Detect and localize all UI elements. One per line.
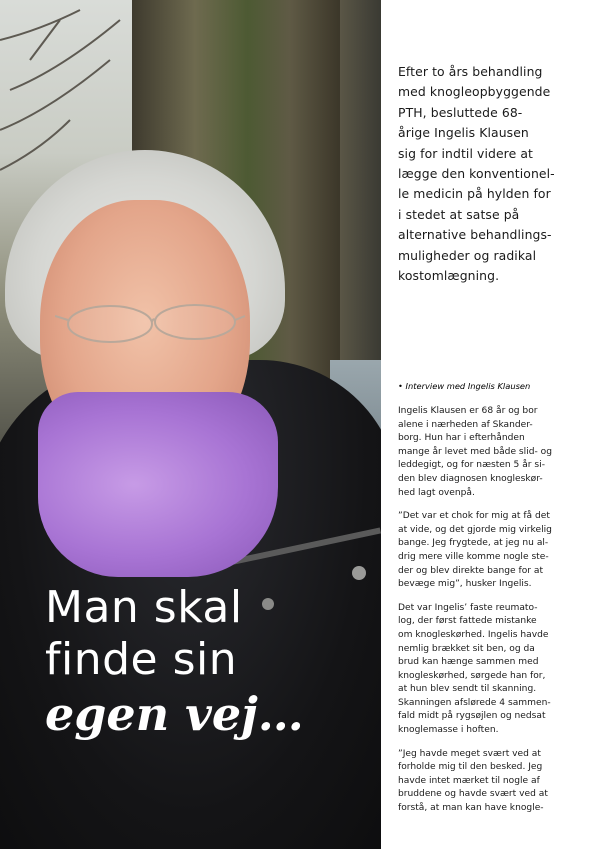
headline-line-3: egen vej… [45,687,304,741]
lead-line: muligheder og radikal [398,247,537,263]
lead-line: lægge den konventionel- [398,166,555,182]
body-line: drig mere ville komme nogle ste- [398,551,549,562]
body-line: alene i nærheden af Skander- [398,419,533,430]
headline [45,582,375,742]
paragraph [398,602,560,738]
purple-scarf [38,392,278,577]
lead-line: le medicin på hylden for [398,186,551,202]
body-line: log, der først fattede mistanke [398,616,537,627]
lead-line: årige Ingelis Klausen [398,125,529,141]
body-line: hed lagt ovenpå. [398,487,475,498]
body-line: bange. Jeg frygtede, at jeg nu al- [398,538,549,549]
glasses [55,298,245,348]
coat-button [352,566,366,580]
body-line: knogleskørhed, sørgede han for, [398,670,546,681]
body-line: mange år levet med både slid- og [398,446,552,457]
paragraph [398,510,560,592]
body-line: bruddene og havde svært ved at [398,789,548,800]
headline-line-1: Man skal [45,582,243,633]
lead-line: Efter to års behandling [398,64,543,79]
lead-line: kostomlægning. [398,268,500,284]
body-line: forholde mig til den besked. Jeg [398,762,543,773]
body-line: der og blev direkte bange for at [398,565,544,576]
body-line: fald midt på rygsøjlen og nedsat [398,711,546,722]
body-line: at hun blev sendt til skanning. [398,684,537,695]
body-line: knoglemasse i hoften. [398,725,499,736]
body-line: ”Jeg havde meget svært ved at [398,748,541,759]
body-line: ”Det var et chok for mig at få det [398,511,550,522]
body-line: at vide, og det gjorde mig virkelig [398,524,552,535]
body-line: den blev diagnosen knogleskør- [398,473,543,484]
paragraph [398,748,560,816]
body-line: borg. Hun har i efterhånden [398,433,525,444]
body-line: forstå, at man kan have knogle- [398,803,544,814]
lead-line: med knogleopbyggende [398,84,551,100]
body-line: om knogleskørhed. Ingelis havde [398,629,549,640]
background-tree [340,0,381,380]
lead-column [398,62,558,286]
article-body [398,405,560,826]
body-line: brud kan hænge sammen med [398,657,539,668]
headline-line-2: finde sin [45,634,238,685]
body-line: Skanningen afslørede 4 sammen- [398,697,551,708]
body-line: Det var Ingelis’ faste reumato- [398,602,538,613]
lead-text [398,62,558,286]
lead-line: alternative behandlings- [398,227,552,243]
body-line: leddegigt, og for næsten 5 år si- [398,460,545,471]
body-line: havde intet mærket til nogle af [398,775,540,786]
lead-line: PTH, besluttede 68- [398,104,523,120]
byline: • Interview med Ingelis Klausen [398,381,531,391]
body-line: nemlig brækket sit ben, og da [398,643,535,654]
paragraph [398,405,560,500]
lead-line: i stedet at satse på [398,206,520,222]
body-line: bevæge mig”, husker Ingelis. [398,579,532,590]
body-line: Ingelis Klausen er 68 år og bor [398,406,538,416]
lead-line: sig for indtil videre at [398,145,534,161]
